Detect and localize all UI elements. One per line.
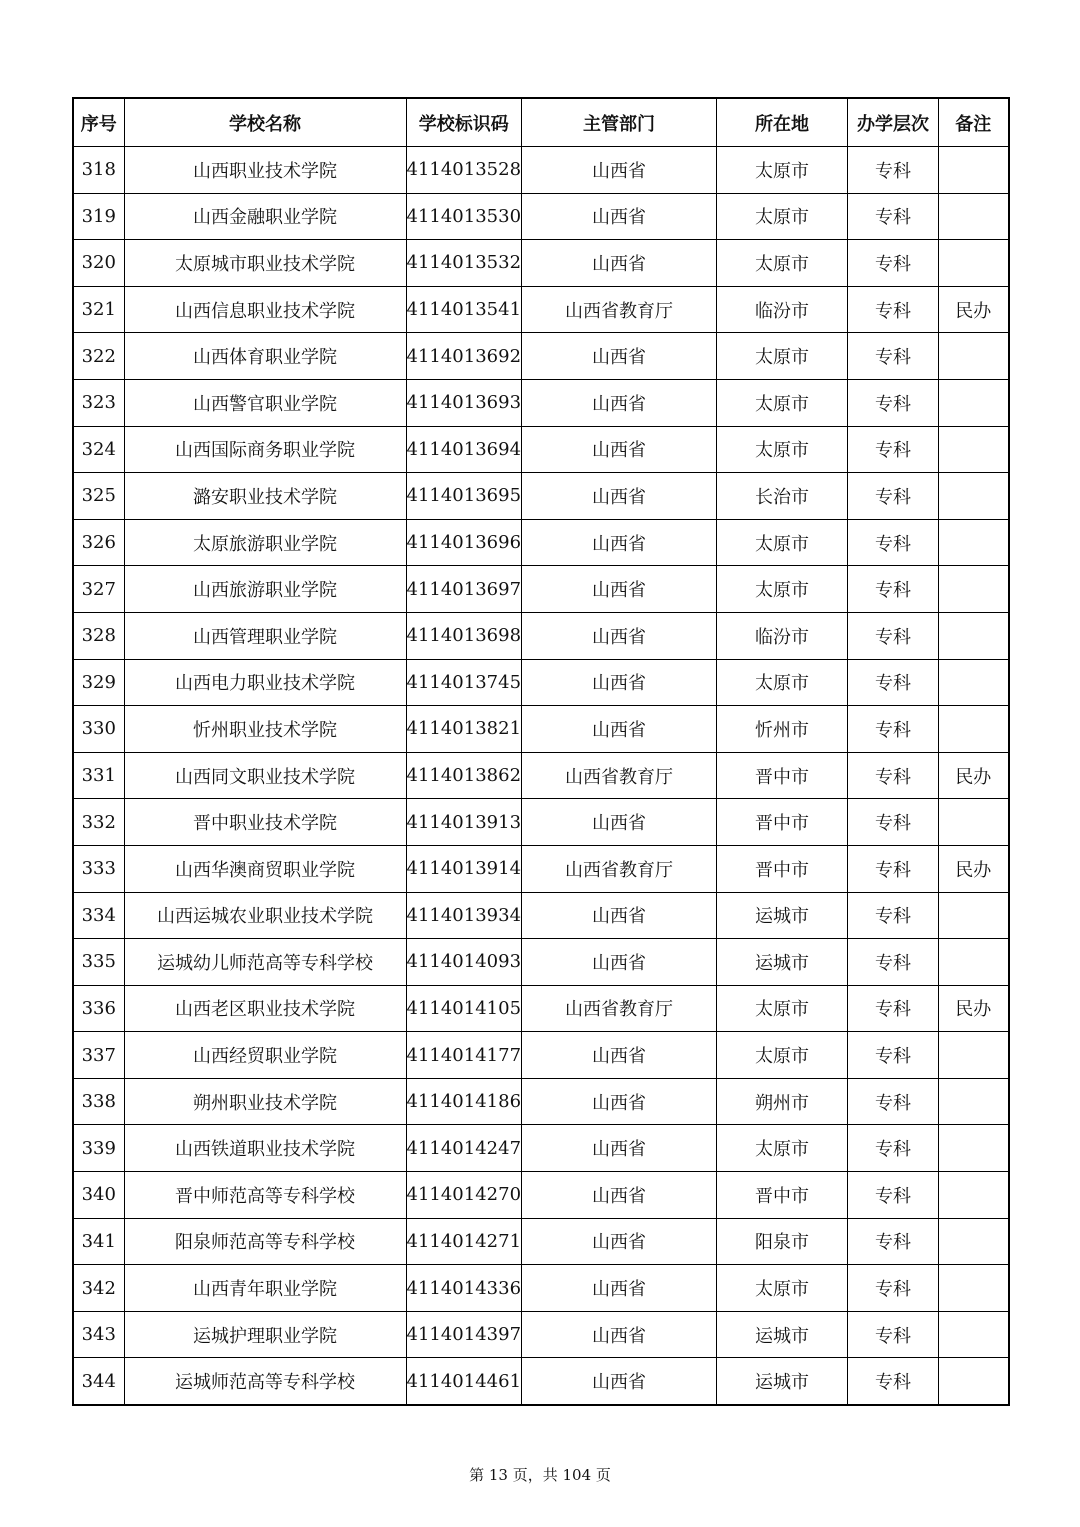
table-row bbox=[73, 147, 1009, 194]
cell-department: 山西省教育厅 bbox=[522, 286, 717, 333]
cell-school-name: 山西电力职业技术学院 bbox=[124, 659, 406, 706]
cell-department: 山西省 bbox=[522, 1172, 717, 1219]
cell-index: 321 bbox=[73, 286, 124, 333]
cell-index: 323 bbox=[73, 379, 124, 426]
cell-index: 330 bbox=[73, 706, 124, 753]
school-list-sheet bbox=[72, 97, 1010, 1406]
cell-level: 专科 bbox=[848, 612, 939, 659]
cell-school-code: 4114014461 bbox=[406, 1358, 522, 1405]
cell-remarks: 民办 bbox=[939, 286, 1009, 333]
cell-department: 山西省 bbox=[522, 1265, 717, 1312]
table-row bbox=[73, 612, 1009, 659]
cell-department: 山西省 bbox=[522, 426, 717, 473]
cell-level: 专科 bbox=[848, 519, 939, 566]
cell-location: 晋中市 bbox=[717, 752, 848, 799]
cell-school-code: 4114014270 bbox=[406, 1172, 522, 1219]
cell-index: 335 bbox=[73, 939, 124, 986]
table-row bbox=[73, 240, 1009, 287]
school-table bbox=[72, 97, 1010, 1406]
cell-level: 专科 bbox=[848, 1172, 939, 1219]
cell-remarks bbox=[939, 240, 1009, 287]
cell-school-code: 4114013913 bbox=[406, 799, 522, 846]
cell-department: 山西省 bbox=[522, 799, 717, 846]
cell-school-name: 忻州职业技术学院 bbox=[124, 706, 406, 753]
cell-department: 山西省 bbox=[522, 1311, 717, 1358]
cell-index: 327 bbox=[73, 566, 124, 613]
cell-remarks bbox=[939, 147, 1009, 194]
cell-level: 专科 bbox=[848, 566, 939, 613]
cell-index: 341 bbox=[73, 1218, 124, 1265]
table-body bbox=[73, 147, 1009, 1406]
cell-level: 专科 bbox=[848, 1265, 939, 1312]
header-remarks: 备注 bbox=[939, 98, 1009, 147]
table-row bbox=[73, 333, 1009, 380]
table-row bbox=[73, 659, 1009, 706]
cell-school-name: 山西华澳商贸职业学院 bbox=[124, 845, 406, 892]
cell-index: 329 bbox=[73, 659, 124, 706]
cell-location: 运城市 bbox=[717, 1311, 848, 1358]
table-row bbox=[73, 193, 1009, 240]
cell-school-code: 4114014177 bbox=[406, 1032, 522, 1079]
cell-index: 331 bbox=[73, 752, 124, 799]
cell-remarks bbox=[939, 426, 1009, 473]
table-row bbox=[73, 1032, 1009, 1079]
cell-index: 340 bbox=[73, 1172, 124, 1219]
cell-department: 山西省 bbox=[522, 1078, 717, 1125]
cell-school-name: 运城师范高等专科学校 bbox=[124, 1358, 406, 1405]
cell-location: 临汾市 bbox=[717, 286, 848, 333]
cell-remarks bbox=[939, 1358, 1009, 1405]
cell-remarks bbox=[939, 892, 1009, 939]
cell-location: 太原市 bbox=[717, 659, 848, 706]
cell-school-name: 太原旅游职业学院 bbox=[124, 519, 406, 566]
cell-school-code: 4114013862 bbox=[406, 752, 522, 799]
table-row bbox=[73, 1125, 1009, 1172]
cell-school-name: 山西旅游职业学院 bbox=[124, 566, 406, 613]
cell-level: 专科 bbox=[848, 1358, 939, 1405]
table-row bbox=[73, 519, 1009, 566]
cell-department: 山西省 bbox=[522, 193, 717, 240]
cell-school-code: 4114013694 bbox=[406, 426, 522, 473]
cell-level: 专科 bbox=[848, 659, 939, 706]
cell-remarks bbox=[939, 1078, 1009, 1125]
cell-index: 326 bbox=[73, 519, 124, 566]
cell-index: 333 bbox=[73, 845, 124, 892]
cell-school-code: 4114013530 bbox=[406, 193, 522, 240]
cell-department: 山西省 bbox=[522, 612, 717, 659]
cell-school-code: 4114013745 bbox=[406, 659, 522, 706]
table-row bbox=[73, 286, 1009, 333]
cell-index: 318 bbox=[73, 147, 124, 194]
cell-level: 专科 bbox=[848, 892, 939, 939]
cell-school-code: 4114014105 bbox=[406, 985, 522, 1032]
cell-school-name: 山西职业技术学院 bbox=[124, 147, 406, 194]
cell-remarks bbox=[939, 1311, 1009, 1358]
cell-school-name: 山西体育职业学院 bbox=[124, 333, 406, 380]
cell-remarks bbox=[939, 612, 1009, 659]
cell-level: 专科 bbox=[848, 939, 939, 986]
cell-index: 332 bbox=[73, 799, 124, 846]
cell-location: 晋中市 bbox=[717, 1172, 848, 1219]
cell-school-code: 4114014093 bbox=[406, 939, 522, 986]
cell-department: 山西省 bbox=[522, 519, 717, 566]
cell-school-code: 4114014271 bbox=[406, 1218, 522, 1265]
header-school-name: 学校名称 bbox=[124, 98, 406, 147]
cell-location: 太原市 bbox=[717, 426, 848, 473]
header-department: 主管部门 bbox=[522, 98, 717, 147]
cell-department: 山西省教育厅 bbox=[522, 985, 717, 1032]
cell-department: 山西省 bbox=[522, 240, 717, 287]
cell-level: 专科 bbox=[848, 147, 939, 194]
cell-remarks bbox=[939, 939, 1009, 986]
cell-school-name: 潞安职业技术学院 bbox=[124, 473, 406, 520]
cell-location: 太原市 bbox=[717, 519, 848, 566]
cell-location: 晋中市 bbox=[717, 845, 848, 892]
cell-level: 专科 bbox=[848, 193, 939, 240]
cell-school-code: 4114013693 bbox=[406, 379, 522, 426]
table-row bbox=[73, 566, 1009, 613]
cell-school-name: 山西铁道职业技术学院 bbox=[124, 1125, 406, 1172]
cell-remarks bbox=[939, 1032, 1009, 1079]
cell-department: 山西省 bbox=[522, 706, 717, 753]
cell-index: 322 bbox=[73, 333, 124, 380]
cell-school-code: 4114013914 bbox=[406, 845, 522, 892]
cell-school-code: 4114013697 bbox=[406, 566, 522, 613]
table-row bbox=[73, 799, 1009, 846]
cell-level: 专科 bbox=[848, 379, 939, 426]
cell-index: 328 bbox=[73, 612, 124, 659]
cell-location: 太原市 bbox=[717, 1265, 848, 1312]
cell-school-code: 4114013541 bbox=[406, 286, 522, 333]
cell-remarks: 民办 bbox=[939, 845, 1009, 892]
cell-school-name: 山西金融职业学院 bbox=[124, 193, 406, 240]
table-row bbox=[73, 1218, 1009, 1265]
page-footer bbox=[0, 1464, 1080, 1485]
cell-school-name: 太原城市职业技术学院 bbox=[124, 240, 406, 287]
cell-department: 山西省 bbox=[522, 566, 717, 613]
cell-index: 337 bbox=[73, 1032, 124, 1079]
header-level: 办学层次 bbox=[848, 98, 939, 147]
cell-location: 运城市 bbox=[717, 892, 848, 939]
cell-location: 太原市 bbox=[717, 379, 848, 426]
cell-level: 专科 bbox=[848, 1125, 939, 1172]
cell-location: 太原市 bbox=[717, 1032, 848, 1079]
cell-department: 山西省 bbox=[522, 1218, 717, 1265]
cell-remarks bbox=[939, 1218, 1009, 1265]
cell-department: 山西省 bbox=[522, 892, 717, 939]
cell-school-name: 运城幼儿师范高等专科学校 bbox=[124, 939, 406, 986]
cell-remarks: 民办 bbox=[939, 985, 1009, 1032]
cell-school-name: 山西国际商务职业学院 bbox=[124, 426, 406, 473]
cell-department: 山西省 bbox=[522, 939, 717, 986]
cell-location: 太原市 bbox=[717, 566, 848, 613]
cell-school-name: 山西管理职业学院 bbox=[124, 612, 406, 659]
header-location: 所在地 bbox=[717, 98, 848, 147]
cell-department: 山西省 bbox=[522, 379, 717, 426]
cell-school-name: 山西警官职业学院 bbox=[124, 379, 406, 426]
cell-index: 343 bbox=[73, 1311, 124, 1358]
cell-location: 长治市 bbox=[717, 473, 848, 520]
cell-school-name: 山西老区职业技术学院 bbox=[124, 985, 406, 1032]
cell-school-code: 4114013934 bbox=[406, 892, 522, 939]
cell-school-code: 4114014397 bbox=[406, 1311, 522, 1358]
cell-school-code: 4114014336 bbox=[406, 1265, 522, 1312]
cell-school-name: 晋中职业技术学院 bbox=[124, 799, 406, 846]
table-row bbox=[73, 985, 1009, 1032]
cell-department: 山西省 bbox=[522, 147, 717, 194]
table-row bbox=[73, 706, 1009, 753]
table-row bbox=[73, 1358, 1009, 1405]
cell-department: 山西省 bbox=[522, 333, 717, 380]
cell-school-code: 4114013692 bbox=[406, 333, 522, 380]
cell-remarks bbox=[939, 659, 1009, 706]
cell-remarks bbox=[939, 1125, 1009, 1172]
cell-remarks bbox=[939, 1172, 1009, 1219]
cell-location: 临汾市 bbox=[717, 612, 848, 659]
cell-index: 325 bbox=[73, 473, 124, 520]
cell-department: 山西省教育厅 bbox=[522, 845, 717, 892]
cell-location: 太原市 bbox=[717, 147, 848, 194]
cell-location: 晋中市 bbox=[717, 799, 848, 846]
cell-school-code: 4114013528 bbox=[406, 147, 522, 194]
table-row bbox=[73, 752, 1009, 799]
cell-location: 忻州市 bbox=[717, 706, 848, 753]
page-number-text: 第 13 页，共 104 页 bbox=[469, 1466, 611, 1484]
header-school-code: 学校标识码 bbox=[406, 98, 522, 147]
cell-location: 太原市 bbox=[717, 193, 848, 240]
cell-level: 专科 bbox=[848, 473, 939, 520]
cell-remarks bbox=[939, 566, 1009, 613]
cell-remarks bbox=[939, 1265, 1009, 1312]
cell-index: 338 bbox=[73, 1078, 124, 1125]
table-row bbox=[73, 1311, 1009, 1358]
cell-school-code: 4114013698 bbox=[406, 612, 522, 659]
table-header-row bbox=[73, 98, 1009, 147]
table-row bbox=[73, 845, 1009, 892]
cell-level: 专科 bbox=[848, 985, 939, 1032]
cell-location: 太原市 bbox=[717, 985, 848, 1032]
cell-index: 344 bbox=[73, 1358, 124, 1405]
cell-level: 专科 bbox=[848, 333, 939, 380]
cell-remarks: 民办 bbox=[939, 752, 1009, 799]
cell-department: 山西省 bbox=[522, 1032, 717, 1079]
table-row bbox=[73, 892, 1009, 939]
cell-school-code: 4114013695 bbox=[406, 473, 522, 520]
cell-location: 运城市 bbox=[717, 939, 848, 986]
cell-level: 专科 bbox=[848, 426, 939, 473]
cell-department: 山西省 bbox=[522, 473, 717, 520]
table-row bbox=[73, 1078, 1009, 1125]
cell-remarks bbox=[939, 519, 1009, 566]
cell-department: 山西省教育厅 bbox=[522, 752, 717, 799]
cell-department: 山西省 bbox=[522, 659, 717, 706]
cell-school-name: 山西经贸职业学院 bbox=[124, 1032, 406, 1079]
cell-index: 319 bbox=[73, 193, 124, 240]
cell-school-code: 4114014186 bbox=[406, 1078, 522, 1125]
cell-location: 太原市 bbox=[717, 333, 848, 380]
table-row bbox=[73, 379, 1009, 426]
cell-level: 专科 bbox=[848, 1078, 939, 1125]
cell-school-name: 阳泉师范高等专科学校 bbox=[124, 1218, 406, 1265]
cell-school-name: 山西运城农业职业技术学院 bbox=[124, 892, 406, 939]
cell-level: 专科 bbox=[848, 240, 939, 287]
cell-level: 专科 bbox=[848, 1032, 939, 1079]
table-row bbox=[73, 426, 1009, 473]
cell-school-name: 山西青年职业学院 bbox=[124, 1265, 406, 1312]
cell-school-code: 4114013696 bbox=[406, 519, 522, 566]
cell-school-code: 4114014247 bbox=[406, 1125, 522, 1172]
cell-level: 专科 bbox=[848, 752, 939, 799]
cell-school-name: 山西同文职业技术学院 bbox=[124, 752, 406, 799]
cell-department: 山西省 bbox=[522, 1358, 717, 1405]
cell-level: 专科 bbox=[848, 286, 939, 333]
cell-remarks bbox=[939, 333, 1009, 380]
cell-school-code: 4114013821 bbox=[406, 706, 522, 753]
table-row bbox=[73, 473, 1009, 520]
cell-remarks bbox=[939, 799, 1009, 846]
header-index: 序号 bbox=[73, 98, 124, 147]
cell-location: 阳泉市 bbox=[717, 1218, 848, 1265]
cell-level: 专科 bbox=[848, 799, 939, 846]
table-row bbox=[73, 1172, 1009, 1219]
cell-remarks bbox=[939, 193, 1009, 240]
cell-index: 336 bbox=[73, 985, 124, 1032]
cell-index: 324 bbox=[73, 426, 124, 473]
cell-location: 朔州市 bbox=[717, 1078, 848, 1125]
cell-school-code: 4114013532 bbox=[406, 240, 522, 287]
cell-remarks bbox=[939, 379, 1009, 426]
cell-index: 339 bbox=[73, 1125, 124, 1172]
cell-remarks bbox=[939, 473, 1009, 520]
cell-index: 320 bbox=[73, 240, 124, 287]
table-row bbox=[73, 1265, 1009, 1312]
cell-level: 专科 bbox=[848, 1311, 939, 1358]
cell-location: 太原市 bbox=[717, 1125, 848, 1172]
cell-school-name: 运城护理职业学院 bbox=[124, 1311, 406, 1358]
cell-remarks bbox=[939, 706, 1009, 753]
cell-index: 342 bbox=[73, 1265, 124, 1312]
cell-level: 专科 bbox=[848, 706, 939, 753]
cell-department: 山西省 bbox=[522, 1125, 717, 1172]
cell-level: 专科 bbox=[848, 845, 939, 892]
table-row bbox=[73, 939, 1009, 986]
cell-level: 专科 bbox=[848, 1218, 939, 1265]
cell-location: 太原市 bbox=[717, 240, 848, 287]
cell-index: 334 bbox=[73, 892, 124, 939]
cell-school-name: 朔州职业技术学院 bbox=[124, 1078, 406, 1125]
cell-location: 运城市 bbox=[717, 1358, 848, 1405]
cell-school-name: 山西信息职业技术学院 bbox=[124, 286, 406, 333]
cell-school-name: 晋中师范高等专科学校 bbox=[124, 1172, 406, 1219]
